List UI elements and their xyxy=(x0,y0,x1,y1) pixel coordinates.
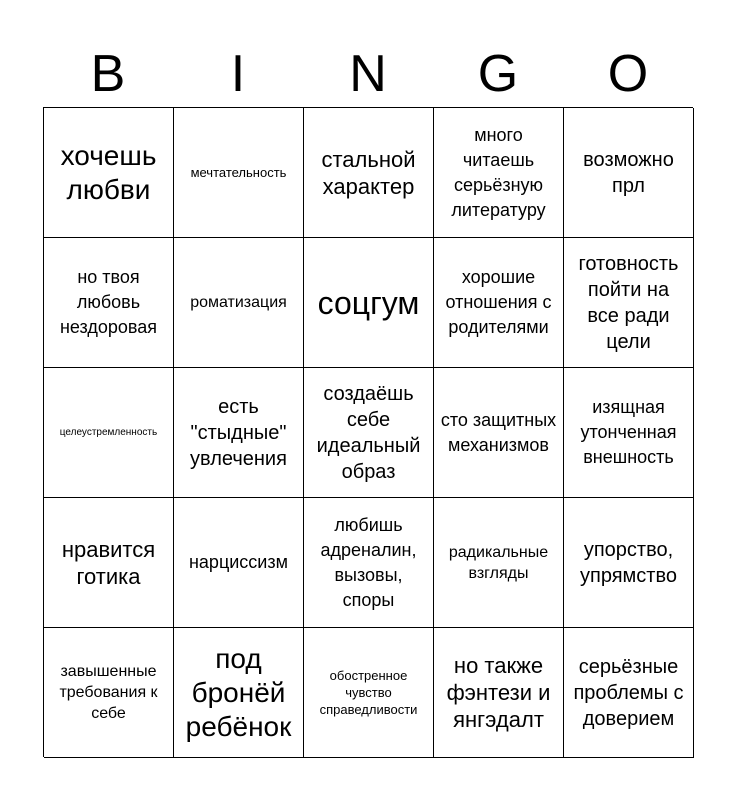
bingo-cell[interactable] xyxy=(304,498,434,628)
cell-text: целеустремленность xyxy=(59,427,158,438)
cell-text: упорство, упрямство xyxy=(580,538,677,587)
header-letter-g: G xyxy=(477,45,519,103)
bingo-cell[interactable] xyxy=(434,108,564,238)
cell-text: завышенные требования к себе xyxy=(59,663,158,722)
cell-text: роматизация xyxy=(190,294,287,311)
cell-text: серьёзные проблемы с доверием xyxy=(573,655,684,730)
cell-text: радикальные взгляды xyxy=(448,543,549,582)
cell-text: стальной характер xyxy=(321,146,416,199)
bingo-cell[interactable] xyxy=(44,238,174,368)
bingo-cell[interactable] xyxy=(304,368,434,498)
cell-text: возможно прл xyxy=(583,148,674,197)
bingo-cell[interactable] xyxy=(434,628,564,758)
bingo-cell[interactable] xyxy=(304,108,434,238)
bingo-cell[interactable] xyxy=(174,628,304,758)
bingo-cell[interactable] xyxy=(304,238,434,368)
cell-text: готовность пойти на все ради цели xyxy=(578,252,679,353)
bingo-cell[interactable] xyxy=(174,108,304,238)
bingo-cell[interactable] xyxy=(434,238,564,368)
bingo-board xyxy=(43,107,693,757)
bingo-cell[interactable] xyxy=(564,238,694,368)
cell-text: есть "стыдные" увлечения xyxy=(190,395,287,470)
cell-text: нравится готика xyxy=(61,536,156,589)
header-letter-b: B xyxy=(90,45,126,103)
header-letter-n: N xyxy=(349,45,387,103)
cell-text: соцгум xyxy=(317,284,420,321)
bingo-cell[interactable] xyxy=(434,498,564,628)
cell-text: но также фэнтези и янгэдалт xyxy=(446,653,551,732)
header-letter-o: O xyxy=(607,45,649,103)
header-letter-i: I xyxy=(230,45,246,103)
bingo-cell[interactable] xyxy=(44,628,174,758)
bingo-cell[interactable] xyxy=(564,108,694,238)
bingo-cell[interactable] xyxy=(174,238,304,368)
cell-text: создаёшь себе идеальный образ xyxy=(316,382,421,483)
cell-text: мечтательность xyxy=(190,165,287,180)
bingo-cell[interactable] xyxy=(564,628,694,758)
bingo-cell[interactable] xyxy=(434,368,564,498)
bingo-cell[interactable] xyxy=(174,498,304,628)
bingo-header xyxy=(43,40,693,108)
bingo-cell[interactable] xyxy=(174,368,304,498)
bingo-cell[interactable] xyxy=(44,498,174,628)
bingo-cell[interactable] xyxy=(564,498,694,628)
cell-text: изящная утонченная внешность xyxy=(580,397,677,467)
bingo-cell[interactable] xyxy=(44,108,174,238)
cell-text: много читаешь серьёзную литературу xyxy=(451,124,546,220)
bingo-cell[interactable] xyxy=(564,368,694,498)
cell-text: обостренное чувство справедливости xyxy=(319,668,418,717)
cell-text: любишь адреналин, вызовы, споры xyxy=(320,514,417,610)
bingo-cell[interactable] xyxy=(304,628,434,758)
cell-text: но твоя любовь нездоровая xyxy=(59,267,158,337)
cell-text: нарциссизм xyxy=(188,552,288,572)
cell-text: под бронёй ребёнок xyxy=(185,642,292,742)
cell-text: сто защитных механизмов xyxy=(440,409,557,455)
cell-text: хорошие отношения с родителями xyxy=(445,267,552,337)
bingo-cell[interactable] xyxy=(44,368,174,498)
cell-text: хочешь любви xyxy=(60,139,157,205)
